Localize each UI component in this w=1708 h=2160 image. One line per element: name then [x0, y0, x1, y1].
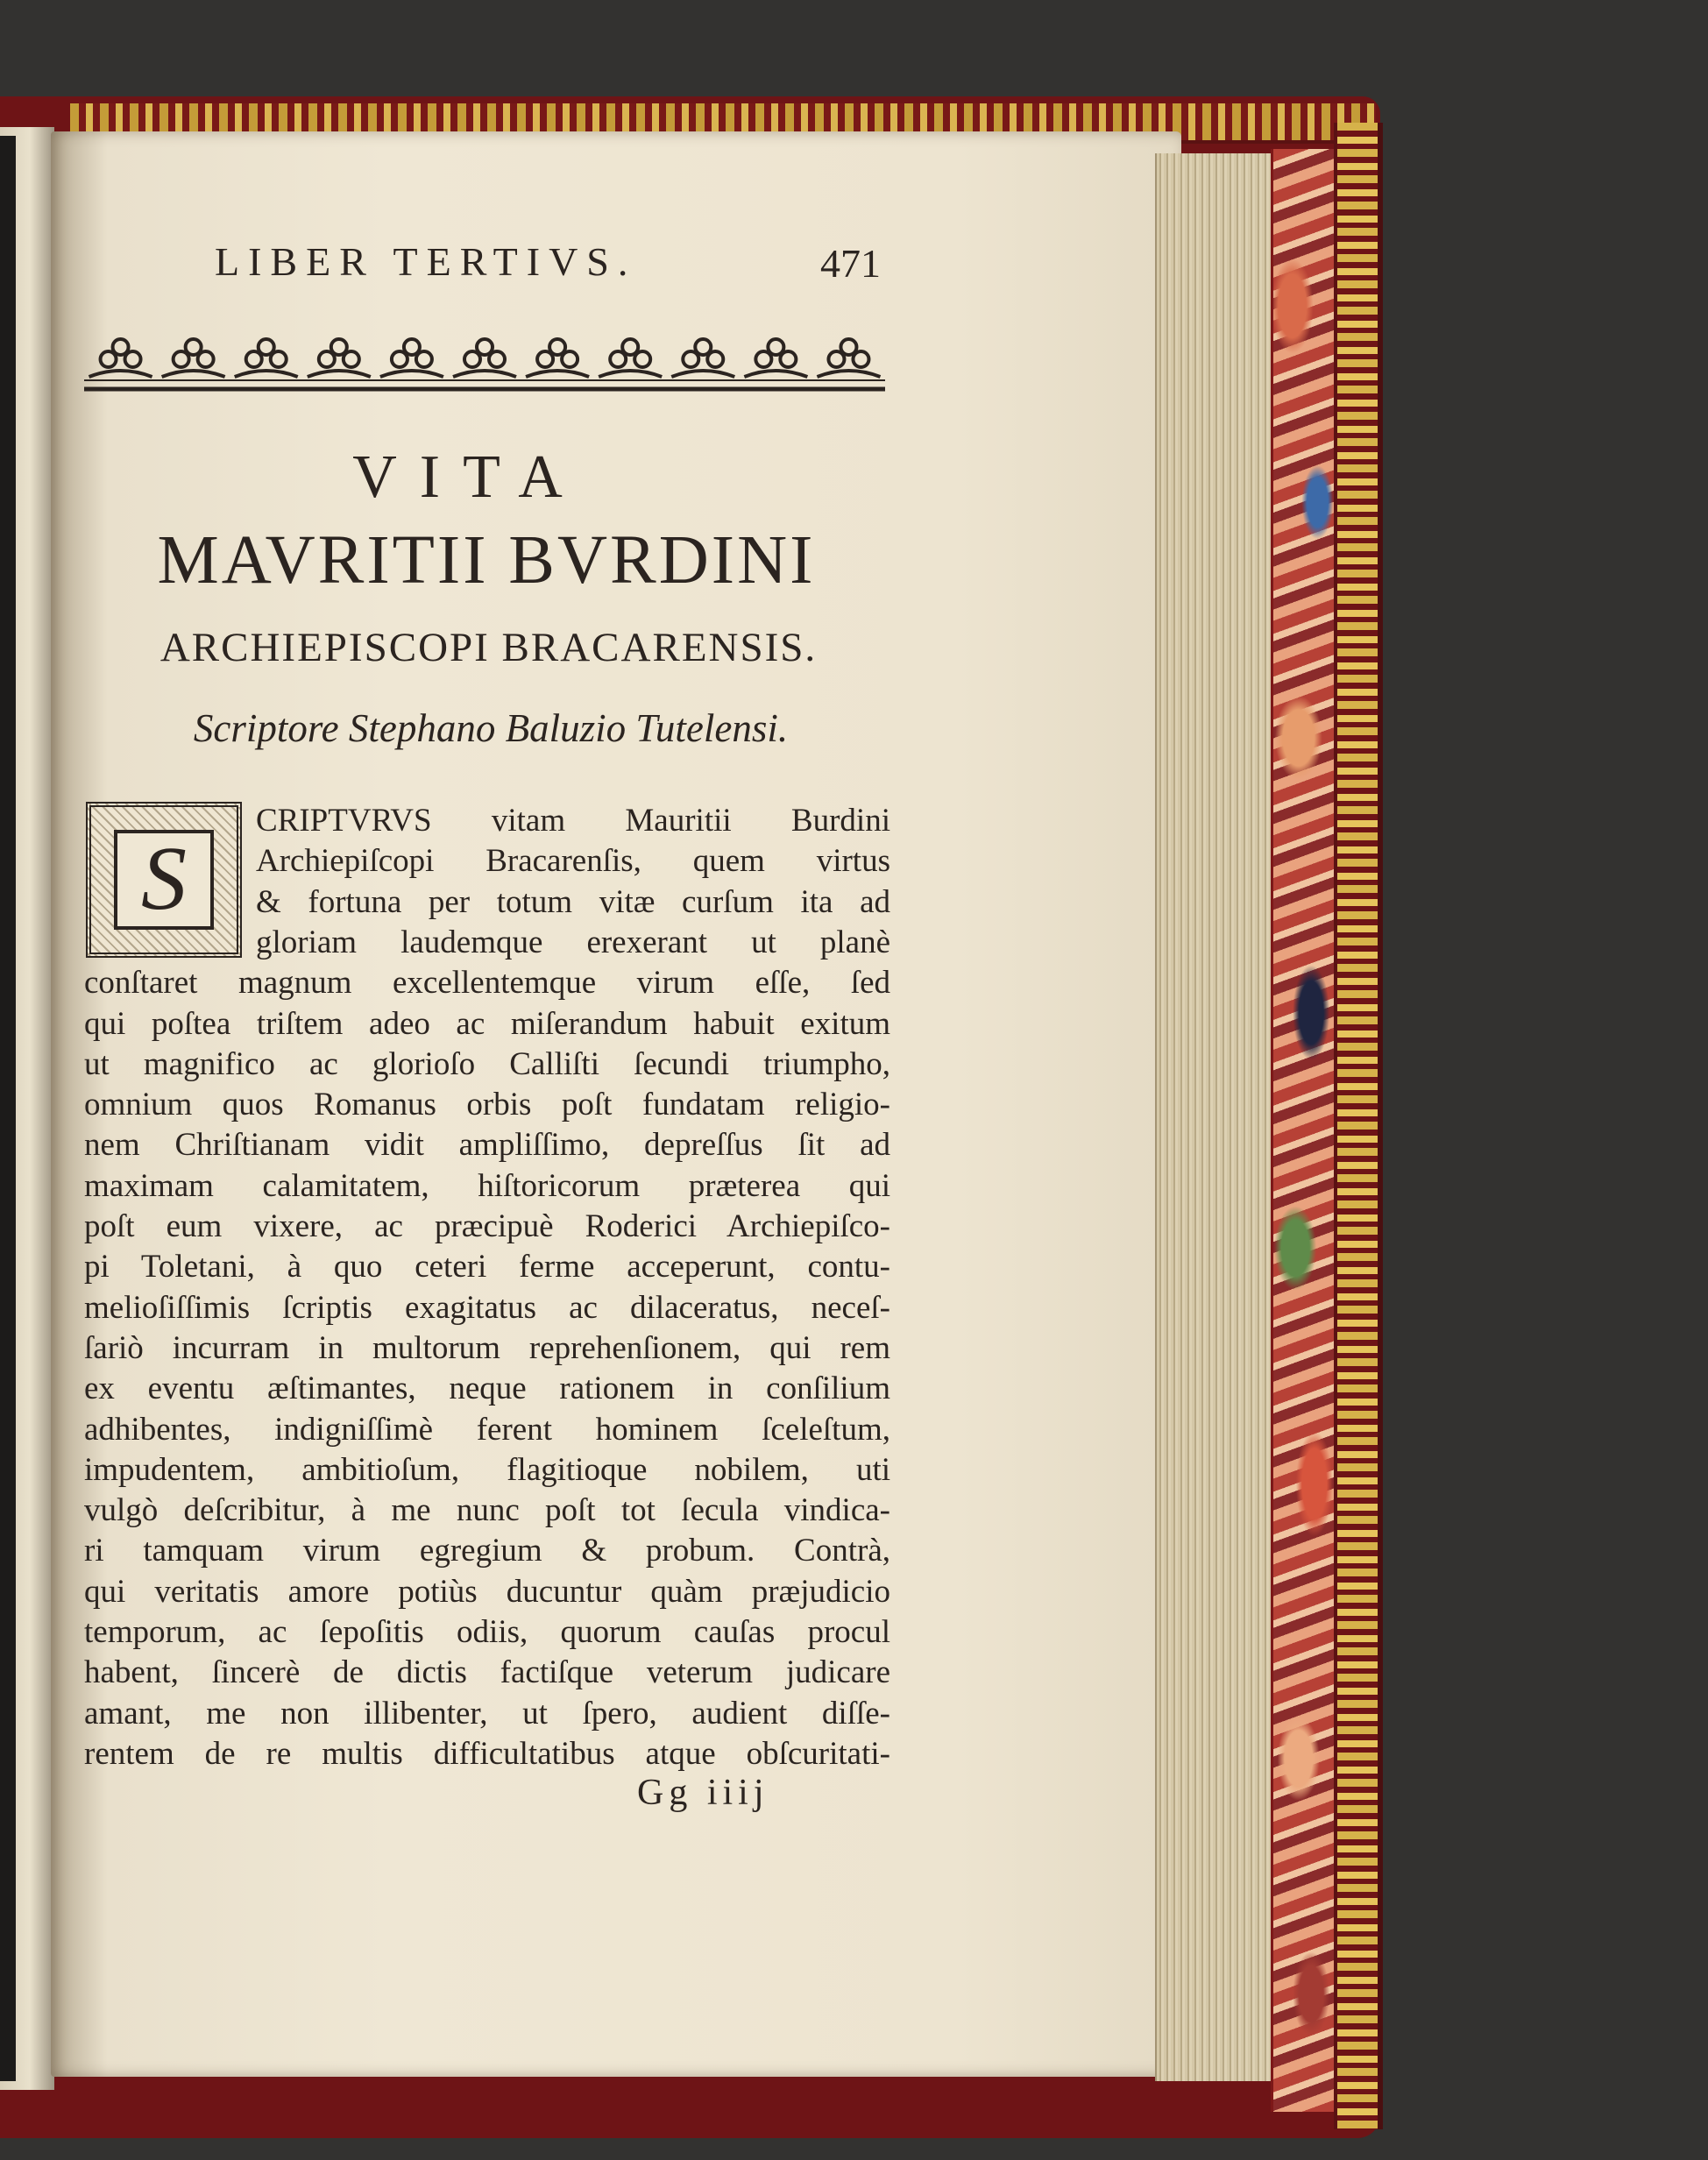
body-line: vulgò deſcribitur, à me nunc poſt tot ſecula vindica- — [84, 1492, 890, 1529]
fleuron-ornament — [308, 339, 371, 377]
body-line: ſariò incurram in multorum reprehenſionem, qui rem — [84, 1329, 890, 1366]
body-line: adhibentes, indigniſſimè ferent hominem ſceleſtum, — [84, 1411, 890, 1448]
body-line: conſtaret magnum excellentemque virum eſſe, ſed — [84, 965, 890, 1002]
title-author: Scriptore Stephano Baluzio Tutelensi. — [193, 706, 789, 750]
body-line: gloriam laudemque erexerant ut planè — [256, 924, 890, 960]
body-line: qui poſtea triſtem adeo ac miſerandum habuit exitum — [84, 1005, 890, 1042]
body-line: ut magnifico ac glorioſo Calliſti ſecundi triumpho, — [84, 1045, 890, 1082]
fleuron-ornament — [453, 339, 516, 377]
catchword-signature: Gg iiij — [637, 1773, 769, 1813]
body-line: melioſiſſimis ſcriptis exagitatus ac dilaceratus, neceſ- — [84, 1289, 890, 1326]
body-line: omnium quos Romanus orbis poſt fundatam religio- — [84, 1087, 890, 1123]
title-vita: VITA — [352, 443, 585, 511]
body-line: amant, me non illibenter, ut ſpero, audient diſſe- — [84, 1695, 890, 1732]
fleuron-ornament — [599, 339, 662, 377]
decorated-initial — [86, 802, 242, 958]
body-line: qui veritatis amore potiùs ducuntur quàm præjudicio — [84, 1573, 890, 1610]
body-line: impudentem, ambitioſum, flagitioque nobilem, uti — [84, 1451, 890, 1488]
body-line: temporum, ac ſepoſitis odiis, quorum cauſas procul — [84, 1614, 890, 1650]
fleuron-ornament — [89, 339, 152, 377]
fleuron-ornament — [744, 339, 807, 377]
body-line: ex eventu æſtimantes, neque rationem in conſilium — [84, 1370, 890, 1407]
initial-letter: S — [114, 830, 214, 930]
ornament-band — [84, 333, 885, 393]
running-head: LIBER TERTIVS. — [215, 239, 637, 284]
body-line: rentem de re multis difficultatibus atque obſcuritati- — [84, 1735, 890, 1772]
title-name: MAVRITII BVRDINI — [157, 522, 816, 598]
body-line: pi Toletani, à quo ceteri ferme acceperunt, contu- — [84, 1249, 890, 1285]
body-line: maximam calamitatem, hiſtoricorum præterea qui — [84, 1167, 890, 1204]
fleuron-ornament — [671, 339, 734, 377]
fleuron-ornament — [162, 339, 225, 377]
body-line: & fortuna per totum vitæ curſum ita ad — [256, 883, 890, 920]
title-subtitle: ARCHIEPISCOPI BRACARENSIS. — [159, 625, 818, 670]
body-line: Archiepiſcopi Bracarenſis, quem virtus — [256, 843, 890, 880]
body-line: habent, ſincerè de dictis factiſque veterum judicare — [84, 1654, 890, 1691]
fleuron-ornament — [526, 339, 589, 377]
body-line: CRIPTVRVS vitam Mauritii Burdini — [256, 803, 890, 839]
fleuron-ornament — [817, 339, 880, 377]
fleuron-ornament — [380, 339, 443, 377]
body-line: poſt eum vixere, ac præcipuè Roderici Archiepiſco- — [84, 1208, 890, 1244]
body-line: nem Chriſtianam vidit ampliſſimo, depreſſus ſit ad — [84, 1127, 890, 1164]
body-line: ri tamquam virum egregium & probum. Contrà, — [84, 1533, 890, 1569]
page-number: 471 — [820, 241, 881, 286]
fleuron-ornament — [235, 339, 298, 377]
